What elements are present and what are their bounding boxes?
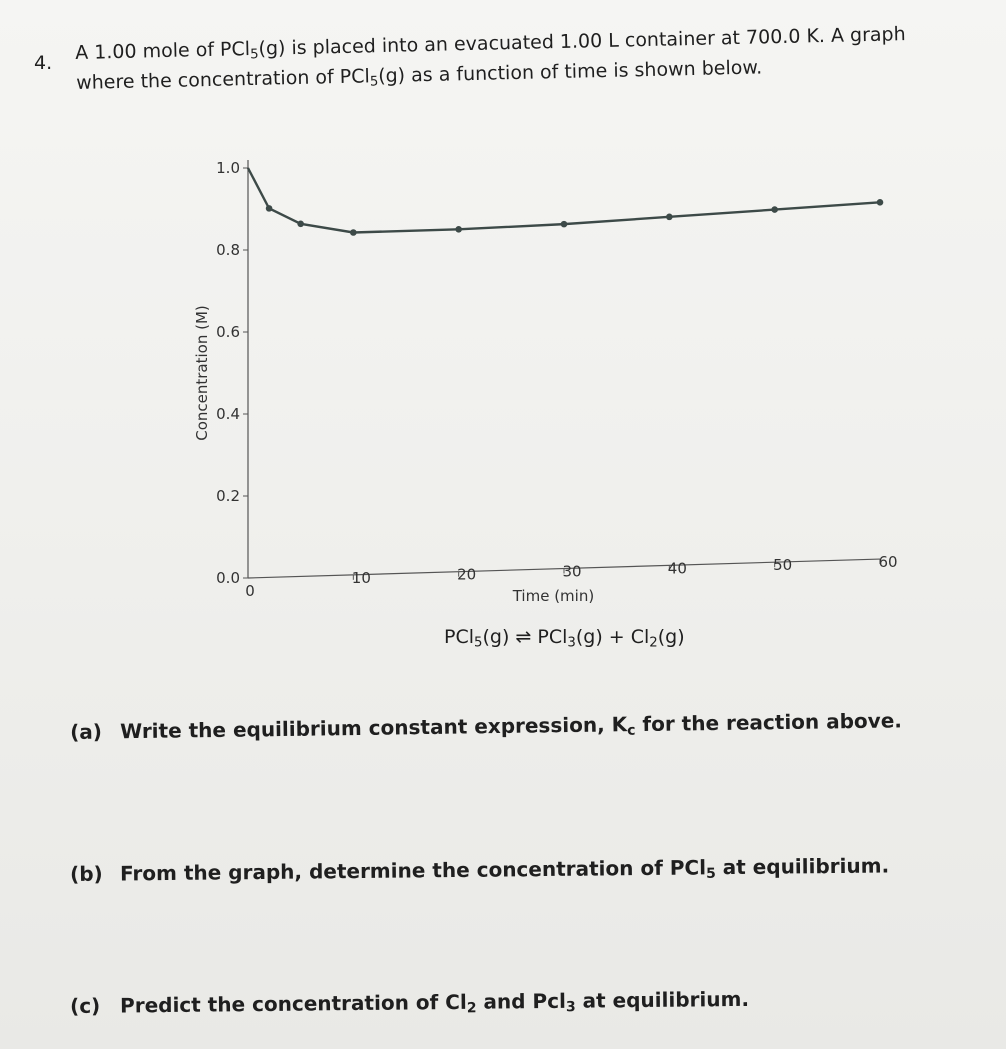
part-a: [70, 710, 902, 745]
x-tick-label: 40: [667, 559, 687, 578]
part-a-text-a: Write the equilibrium constant expression, K: [119, 712, 628, 744]
x-tick-label: 50: [773, 556, 793, 575]
data-point: [666, 214, 673, 221]
y-tick-label: 0.0: [216, 569, 240, 587]
question-line-2-text-b: (g) as a function of time is shown below.: [377, 56, 763, 88]
part-c-sub-2: 3: [565, 999, 576, 1016]
x-tick-label: 30: [562, 562, 582, 581]
data-point: [877, 199, 884, 206]
part-a-text-b: for the reaction above.: [635, 708, 903, 737]
part-b: [70, 855, 889, 887]
reaction-equation: [444, 626, 685, 650]
equation-sub-2: 3: [567, 635, 576, 651]
equation-text-4: (g): [657, 626, 685, 648]
data-point: [561, 221, 568, 228]
part-c-text-a: Predict the concentration of Cl: [119, 989, 467, 1018]
data-point: [266, 205, 273, 212]
part-c-text-c: at equilibrium.: [575, 986, 750, 1013]
x-tick-label: 0: [245, 582, 255, 600]
data-point: [771, 206, 778, 213]
equation-text-3: (g) + Cl: [575, 626, 650, 648]
question-line-1-sub: 5: [250, 47, 259, 63]
part-a-sub: c: [627, 722, 636, 739]
question-line-2-text-a: where the concentration of PCl: [75, 65, 370, 94]
y-tick-label: 0.4: [216, 405, 240, 423]
question-number: 4.: [34, 52, 53, 74]
x-axis-label: Time (min): [512, 586, 595, 605]
part-b-label: (b): [69, 861, 103, 886]
part-c-sub-1: 2: [466, 1000, 477, 1017]
question-line-2-sub: 5: [369, 74, 379, 90]
y-axis-label: Concentration (M): [193, 305, 211, 441]
question-line-1-text-a: A 1.00 mole of PCl: [74, 38, 251, 64]
equation-sub-3: 2: [649, 635, 658, 651]
data-point: [455, 226, 462, 233]
equation-sub-1: 5: [474, 635, 483, 651]
equation-text-1: PCl: [444, 626, 475, 648]
part-b-text-b: at equilibrium.: [715, 853, 890, 880]
data-point: [297, 221, 304, 228]
part-c: [69, 986, 750, 1020]
part-b-text-a: From the graph, determine the concentration of PCl: [119, 855, 707, 886]
part-c-label: (c): [69, 993, 101, 1018]
equation-text-2: (g) ⇌ PCl: [482, 626, 568, 648]
x-tick-label: 20: [457, 565, 477, 584]
y-tick-label: 0.6: [216, 323, 240, 341]
question-line-1-text-b: (g) is placed into an evacuated 1.00 L container at 700.0 K. A graph: [258, 23, 906, 60]
part-a-label: (a): [69, 719, 103, 744]
y-tick-label: 1.0: [216, 159, 240, 177]
part-b-sub: 5: [705, 865, 716, 882]
y-tick-label: 0.2: [216, 487, 240, 505]
data-point: [350, 229, 357, 236]
y-tick-label: 0.8: [216, 241, 240, 259]
x-tick-label: 60: [878, 553, 898, 572]
part-c-text-b: and Pcl: [476, 988, 566, 1014]
x-tick-label: 10: [351, 568, 371, 587]
